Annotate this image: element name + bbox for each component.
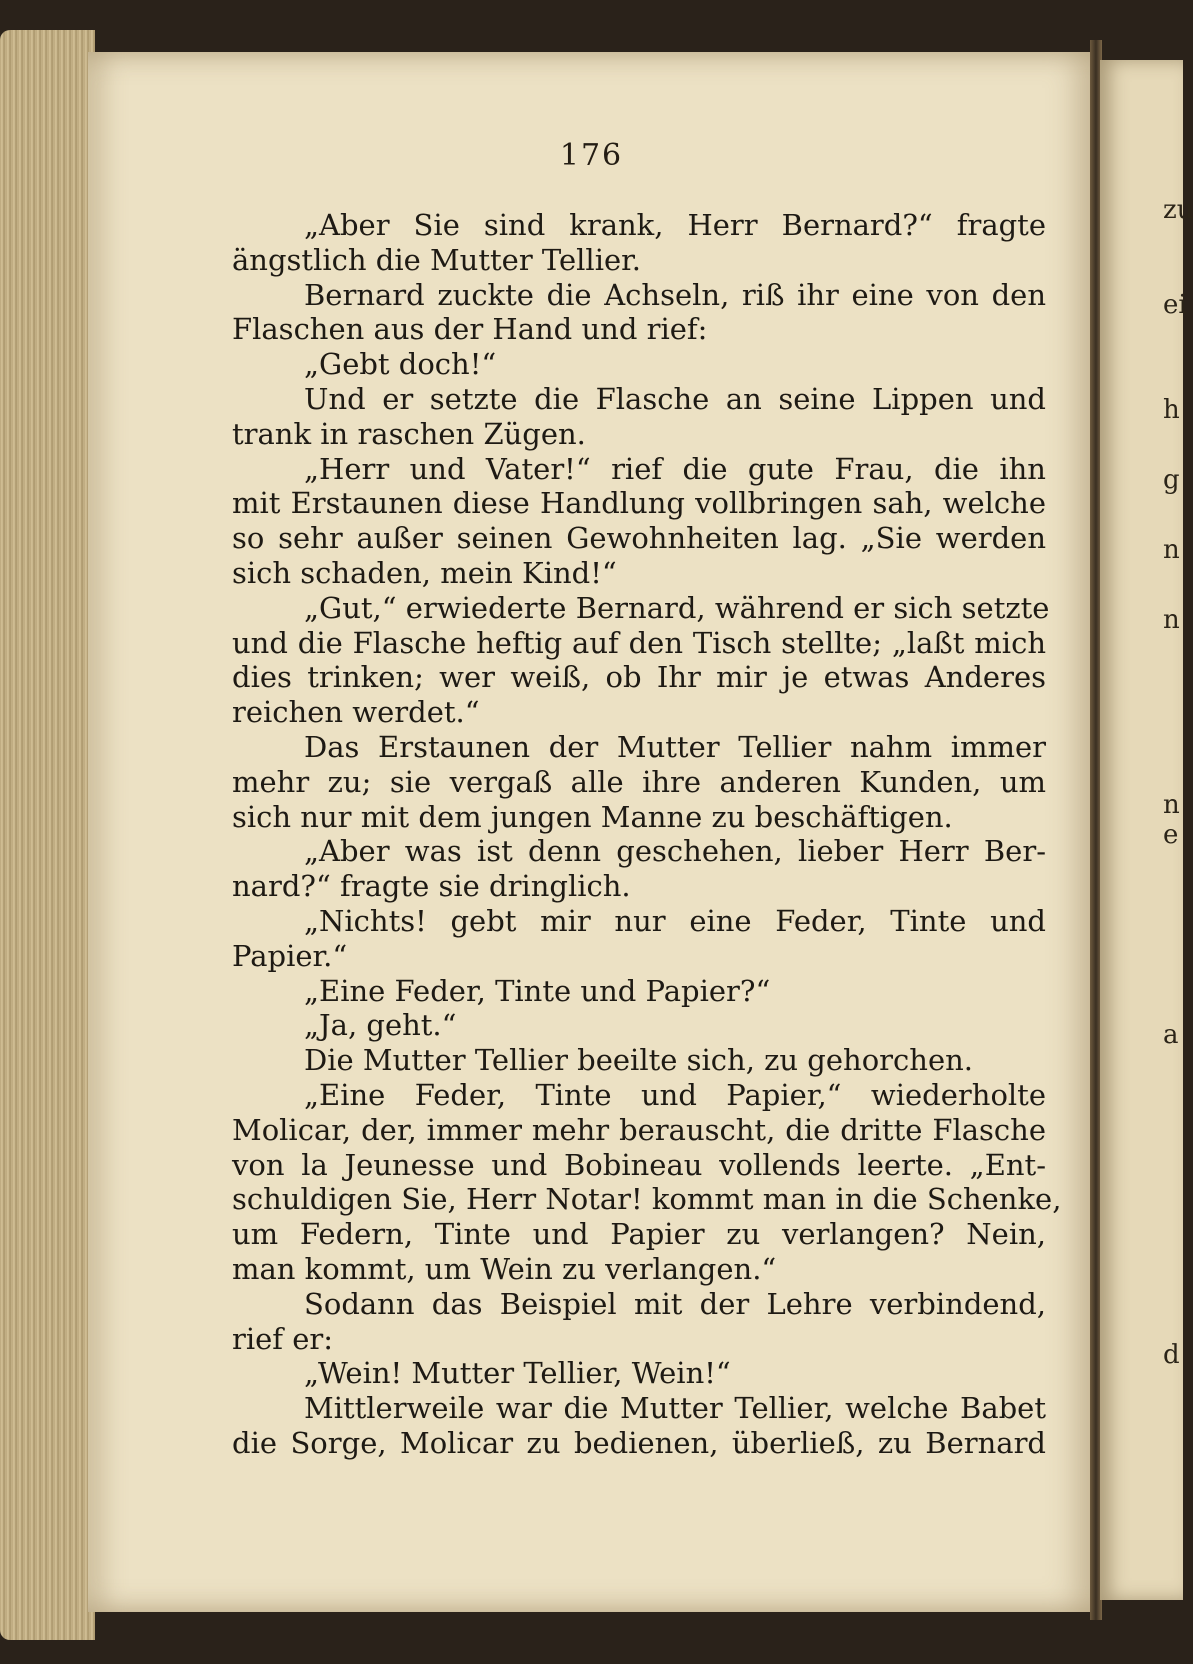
facing-page-fragment: d [1163,1340,1180,1370]
page-number: 176 [559,138,624,173]
facing-page-fragment: n [1163,605,1180,635]
text-line: „Gut,“ erwiederte Bernard, während er sich setzte [304,590,1050,625]
text-line: „Gebt doch!“ [304,347,497,382]
text-line: mehr zu; sie vergaß alle ihre anderen Kunden, um [232,764,1046,799]
text-line: Und er setzte die Flasche an seine Lippen und [304,381,1046,416]
text-line: man kommt, um Wein zu verlangen.“ [232,1251,777,1286]
text-line: um Federn, Tinte und Papier zu verlangen? Nein, [232,1217,1046,1252]
text-line: so sehr außer seinen Gewohnheiten lag. „Sie werden [232,521,1046,556]
text-line: von la Jeunesse und Bobineau vollends leerte. „Ent- [232,1147,1046,1182]
facing-page-fragment: zu [1163,195,1193,225]
text-line: „Aber Sie sind krank, Herr Bernard?“ fragte [304,208,1046,242]
text-line: nard?“ fragte sie dringlich. [232,869,631,904]
text-line: Papier.“ [232,938,348,973]
facing-page-fragment: ei [1163,290,1187,320]
text-line: „Wein! Mutter Tellier, Wein!“ [304,1356,731,1391]
text-line: Molicar, der, immer mehr berauscht, die dritte Flasche [232,1112,1046,1147]
text-line: reichen werdet.“ [232,695,480,730]
text-line: „Aber was ist denn geschehen, lieber Herr Ber- [304,834,1046,869]
text-line: trank in raschen Zügen. [232,416,586,451]
text-line: sich nur mit dem jungen Manne zu beschäftigen. [232,799,953,834]
text-line: mit Erstaunen diese Handlung vollbringen sah, welche [232,486,1046,521]
facing-page-fragment: g [1163,465,1180,495]
text-line: „Eine Feder, Tinte und Papier,“ wiederholte [304,1077,1046,1112]
text-line: Mittlerweile war die Mutter Tellier, welche Babet [304,1391,1046,1426]
text-line: „Eine Feder, Tinte und Papier?“ [304,973,771,1008]
text-line: „Herr und Vater!“ rief die gute Frau, die ihn [304,451,1046,486]
text-line: Bernard zuckte die Achseln, riß ihr eine von den [304,277,1046,312]
text-line: und die Flasche heftig auf den Tisch stellte; „laßt mich [232,625,1046,660]
text-line: Das Erstaunen der Mutter Tellier nahm immer [304,729,1046,764]
facing-page-fragment: h [1163,395,1180,425]
page-body-text [232,208,1062,1461]
facing-page-fragment: n [1163,535,1180,565]
text-line: „Ja, geht.“ [304,1008,457,1043]
text-line: Sodann das Beispiel mit der Lehre verbindend, [304,1286,1046,1321]
text-line: ängstlich die Mutter Tellier. [232,242,642,277]
book-page-edges [0,30,95,1640]
facing-page-fragment: a [1163,1020,1179,1050]
text-line: Die Mutter Tellier beeilte sich, zu gehorchen. [304,1043,974,1078]
text-line: die Sorge, Molicar zu bedienen, überließ, zu Bernard [232,1425,1046,1460]
facing-page-fragment: n [1163,790,1180,820]
text-line: schuldigen Sie, Herr Notar! kommt man in die Schenke, [232,1182,1062,1217]
text-line: „Nichts! gebt mir nur eine Feder, Tinte und [304,903,1046,938]
text-line: dies trinken; wer weiß, ob Ihr mir je etwas Anderes [232,660,1046,695]
text-line: sich schaden, mein Kind!“ [232,555,617,590]
facing-page-fragment: e [1163,820,1179,850]
text-line: rief er: [232,1321,334,1356]
text-line: Flaschen aus der Hand und rief: [232,312,708,347]
